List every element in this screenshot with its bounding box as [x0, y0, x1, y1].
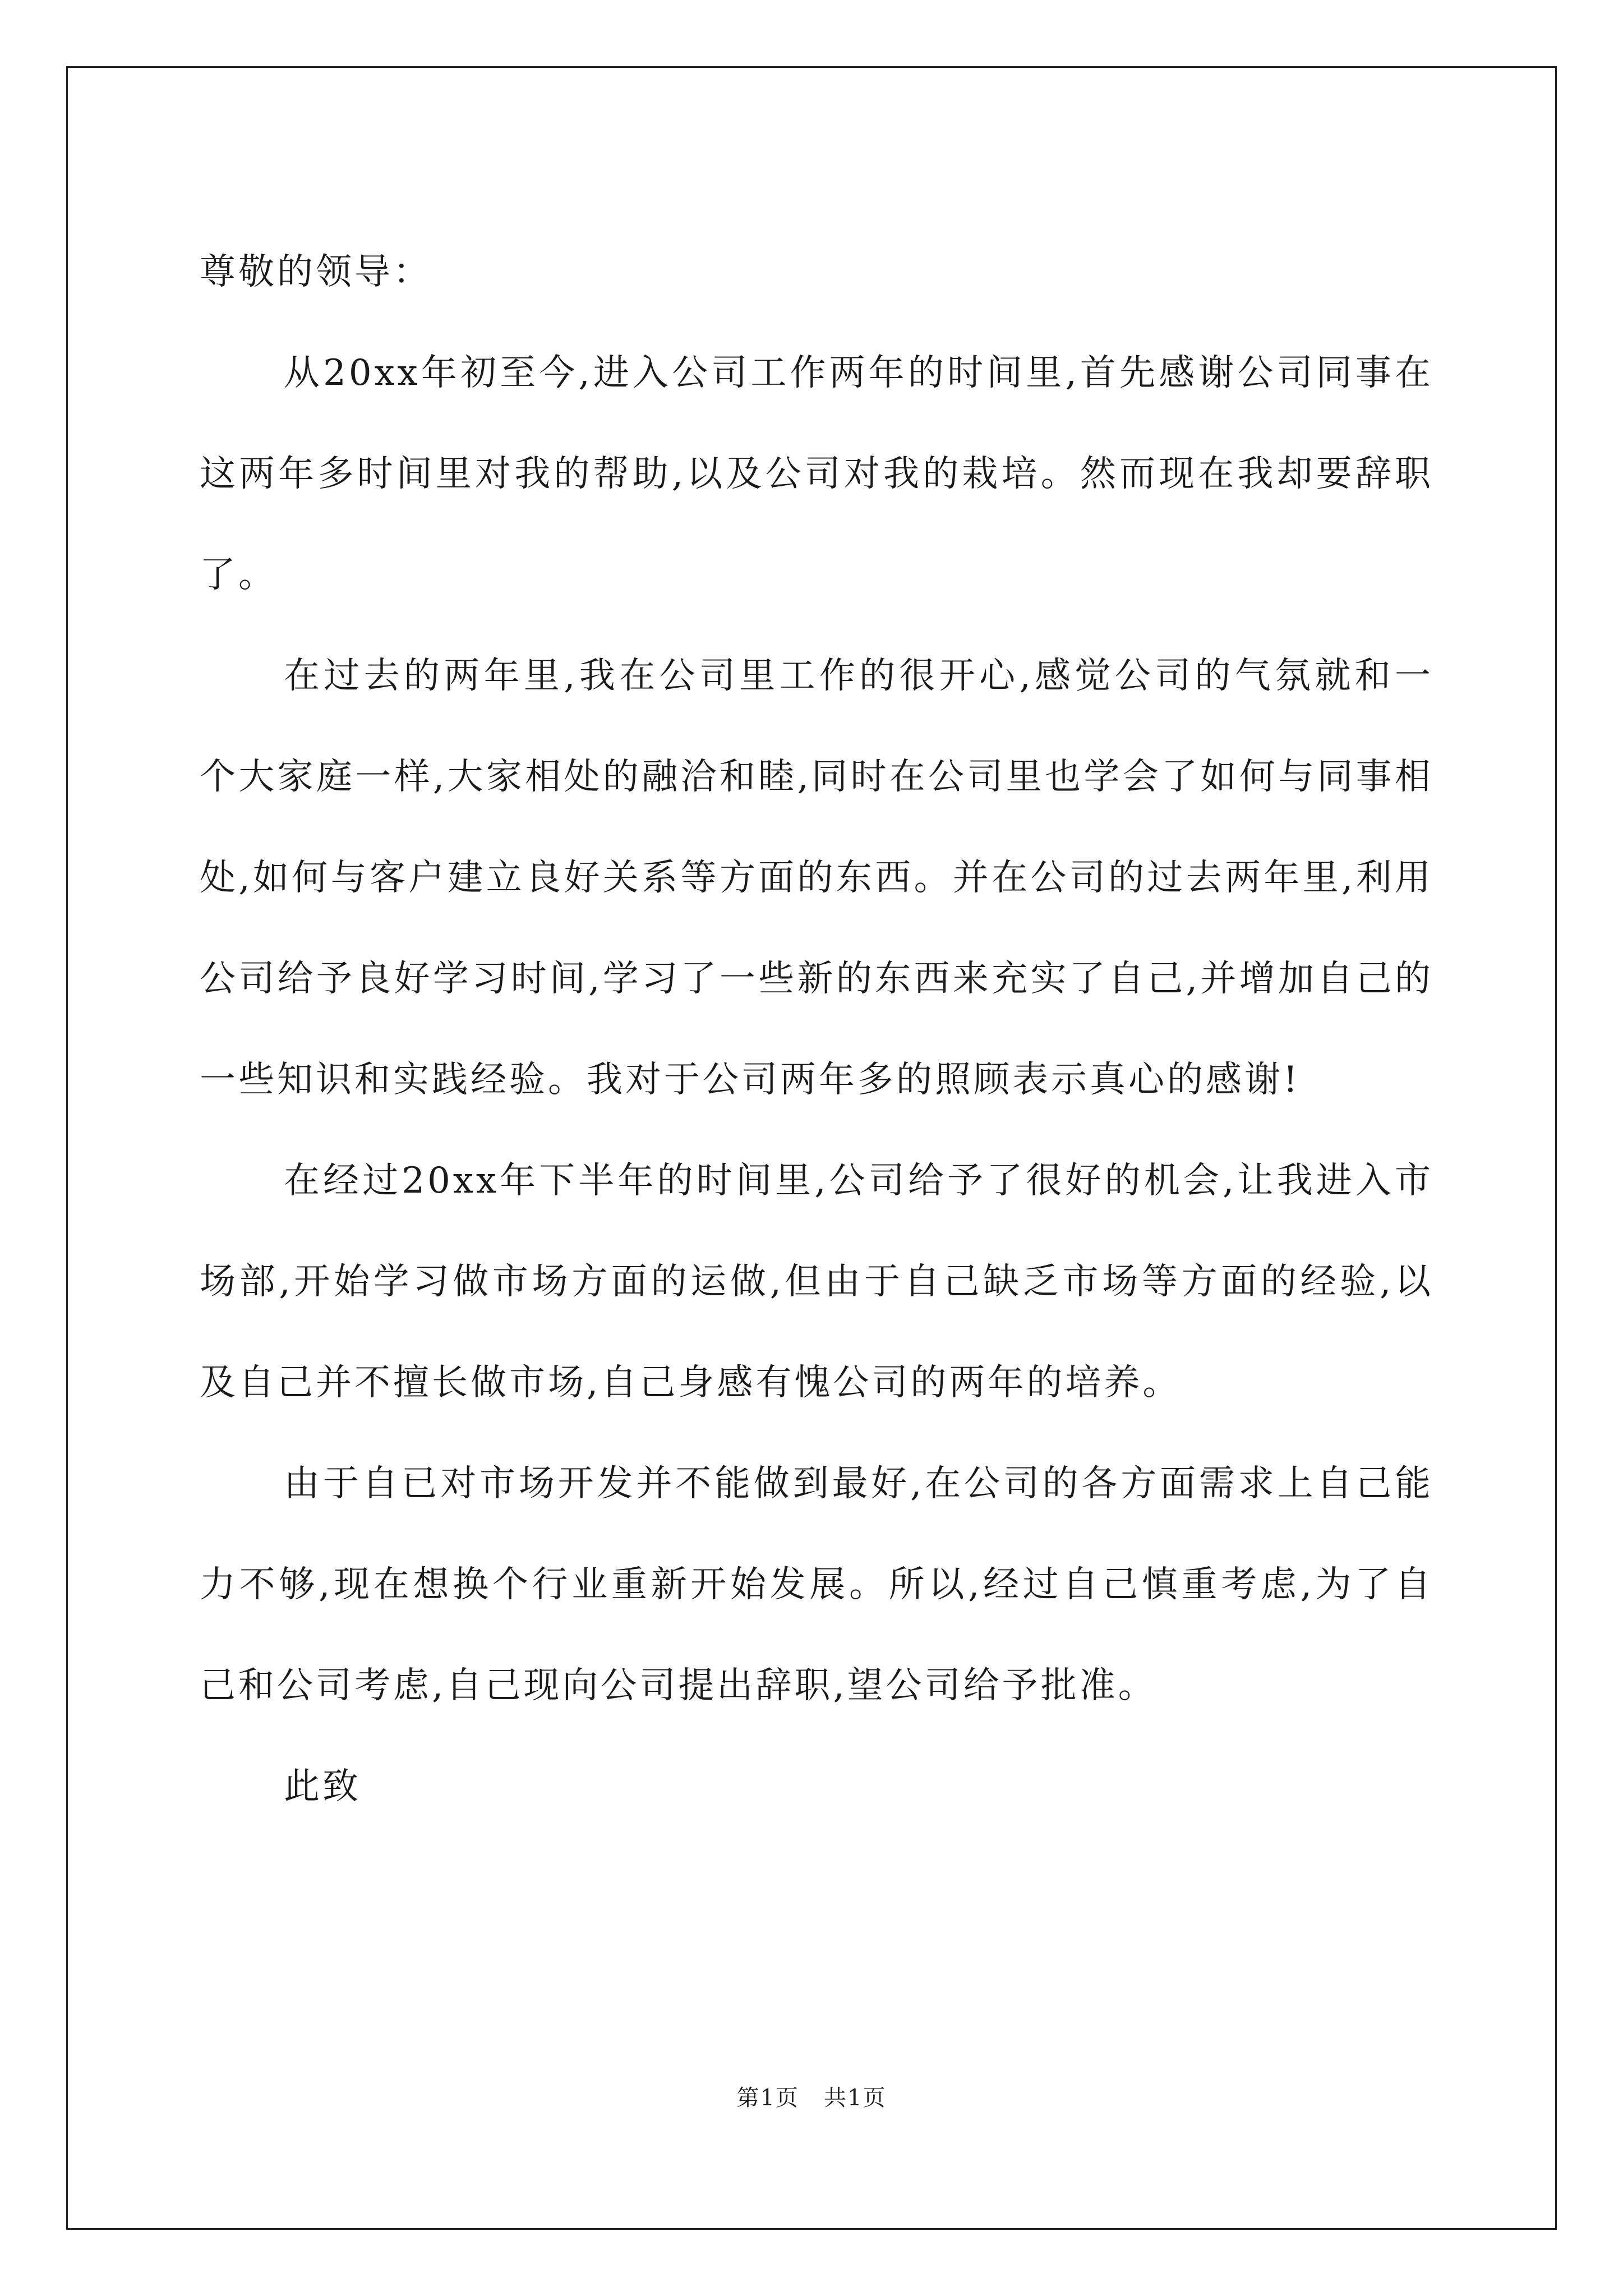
closing: 此致 — [284, 1766, 361, 1807]
page-number-footer: 第1页 共1页 — [736, 2085, 887, 2111]
paragraph-2: 在过去的两年里,我在公司里工作的很开心,感觉公司的气氛就和一个大家庭一样,大家相处的融洽和睦,同时在公司里也学会了如何与同事相处,如何与客户建立良好关系等方面的东西。并在公司的过去两年里,利用公司给予良好学习时间,学习了一些新的东西来充实了自己,并增加自己的一些知识和实践经验。我对于公司两年多的照顾表示真心的感谢! — [200, 655, 1433, 1101]
letter-body — [200, 222, 1433, 1837]
paragraph-4: 由于自已对市场开发并不能做到最好,在公司的各方面需求上自己能力不够,现在想换个行业重新开始发展。所以,经过自己慎重考虑,为了自己和公司考虑,自己现向公司提出辞职,望公司给予批准。 — [200, 1463, 1433, 1706]
paragraph-1: 从20xx年初至今,进入公司工作两年的时间里,首先感谢公司同事在这两年多时间里对我的帮助,以及公司对我的栽培。然而现在我却要辞职了。 — [200, 352, 1433, 596]
paragraph-3: 在经过20xx年下半年的时间里,公司给予了很好的机会,让我进入市场部,开始学习做市场方面的运做,但由于自己缺乏市场等方面的经验,以及自己并不擅长做市场,自己身感有愧公司的两年的培养。 — [200, 1160, 1433, 1404]
salutation: 尊敬的领导： — [200, 251, 432, 293]
